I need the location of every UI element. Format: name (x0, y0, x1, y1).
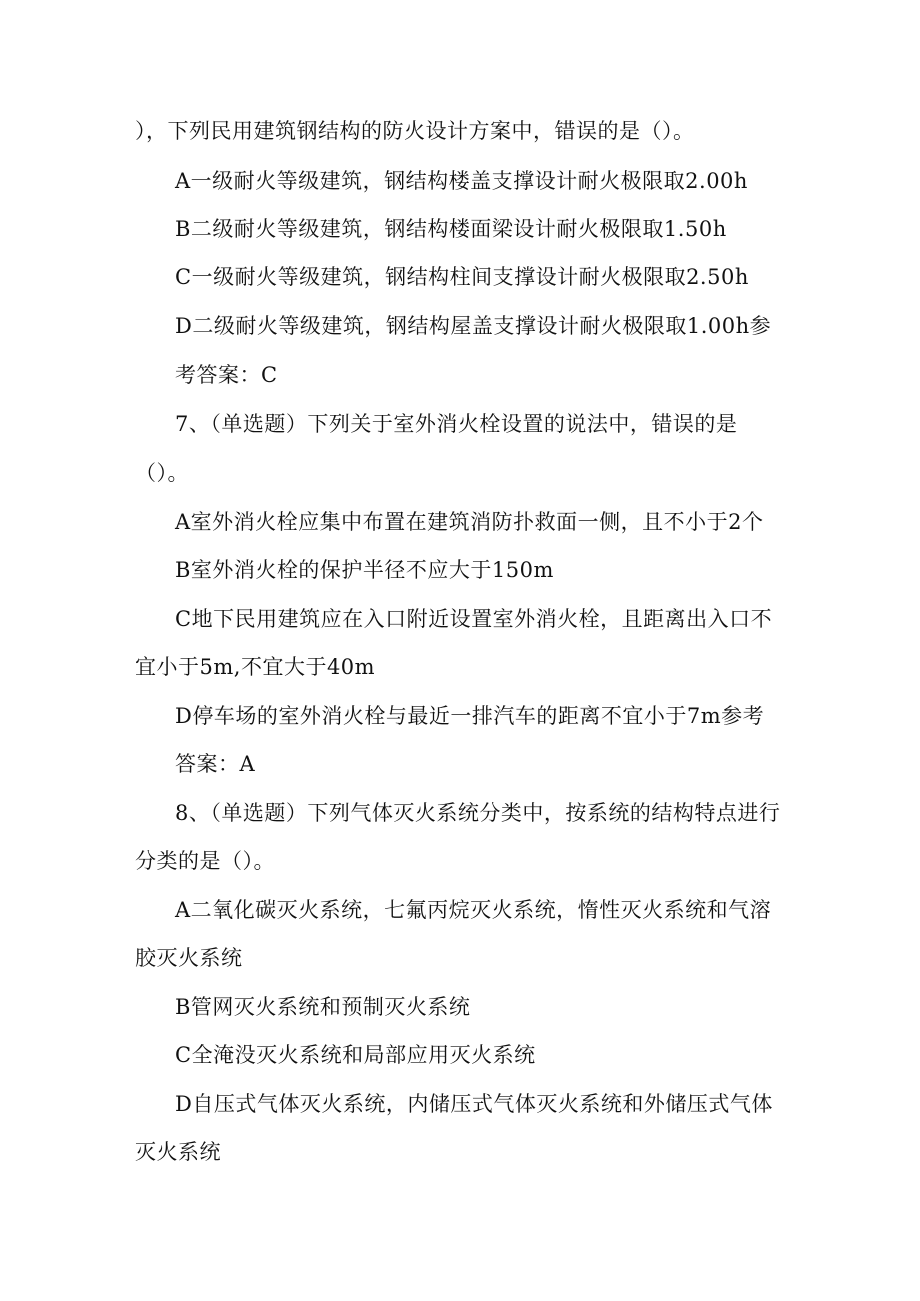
question-8-stem-end: 分类的是（）。 (135, 849, 275, 873)
question-7-option-c-cont: 宜小于5m,不宜大于40m (135, 655, 376, 679)
question-8-option-a-cont: 胶灭火系统 (135, 946, 243, 970)
question-7-option-c: C地下民用建筑应在入口附近设置室外消火栓，且距离出入口不 (175, 607, 773, 631)
question-7-option-a: A室外消火栓应集中布置在建筑消防扑救面一侧，且不小于2个 (175, 510, 764, 534)
question-6-stem-end: ），下列民用建筑钢结构的防火设计方案中，错误的是（）。 (135, 119, 695, 143)
question-6-option-a: A一级耐火等级建筑，钢结构楼盖支撑设计耐火极限取2.00h (175, 169, 748, 193)
question-7-stem-end: （）。 (135, 461, 189, 485)
question-7-option-d: D停车场的室外消火栓与最近一排汽车的距离不宜小于7m参考 (175, 704, 765, 728)
question-7-answer: 答案：A (175, 752, 256, 776)
question-6-option-c: C一级耐火等级建筑，钢结构柱间支撑设计耐火极限取2.50h (175, 265, 749, 289)
question-6-answer: 考答案：C (175, 363, 278, 387)
question-6-option-b: B二级耐火等级建筑，钢结构楼面梁设计耐火极限取1.50h (175, 217, 727, 241)
question-7-stem: 7、（单选题）下列关于室外消火栓设置的说法中，错误的是 (175, 412, 738, 436)
question-8-option-b: B管网灭火系统和预制灭火系统 (175, 995, 471, 1019)
question-8-option-d: D自压式气体灭火系统，内储压式气体灭火系统和外储压式气体 (175, 1092, 773, 1116)
question-8-option-a: A二氧化碳灭火系统，七氟丙烷灭火系统，惰性灭火系统和气溶 (175, 898, 772, 922)
question-7-option-b: B室外消火栓的保护半径不应大于150m (175, 558, 554, 582)
question-6-option-d: D二级耐火等级建筑，钢结构屋盖支撑设计耐火极限取1.00h参 (175, 314, 772, 338)
question-8-option-d-cont: 灭火系统 (135, 1140, 221, 1164)
question-8-option-c: C全淹没灭火系统和局部应用灭火系统 (175, 1043, 536, 1067)
question-8-stem: 8、（单选题）下列气体灭火系统分类中，按系统的结构特点进行 (175, 801, 781, 825)
